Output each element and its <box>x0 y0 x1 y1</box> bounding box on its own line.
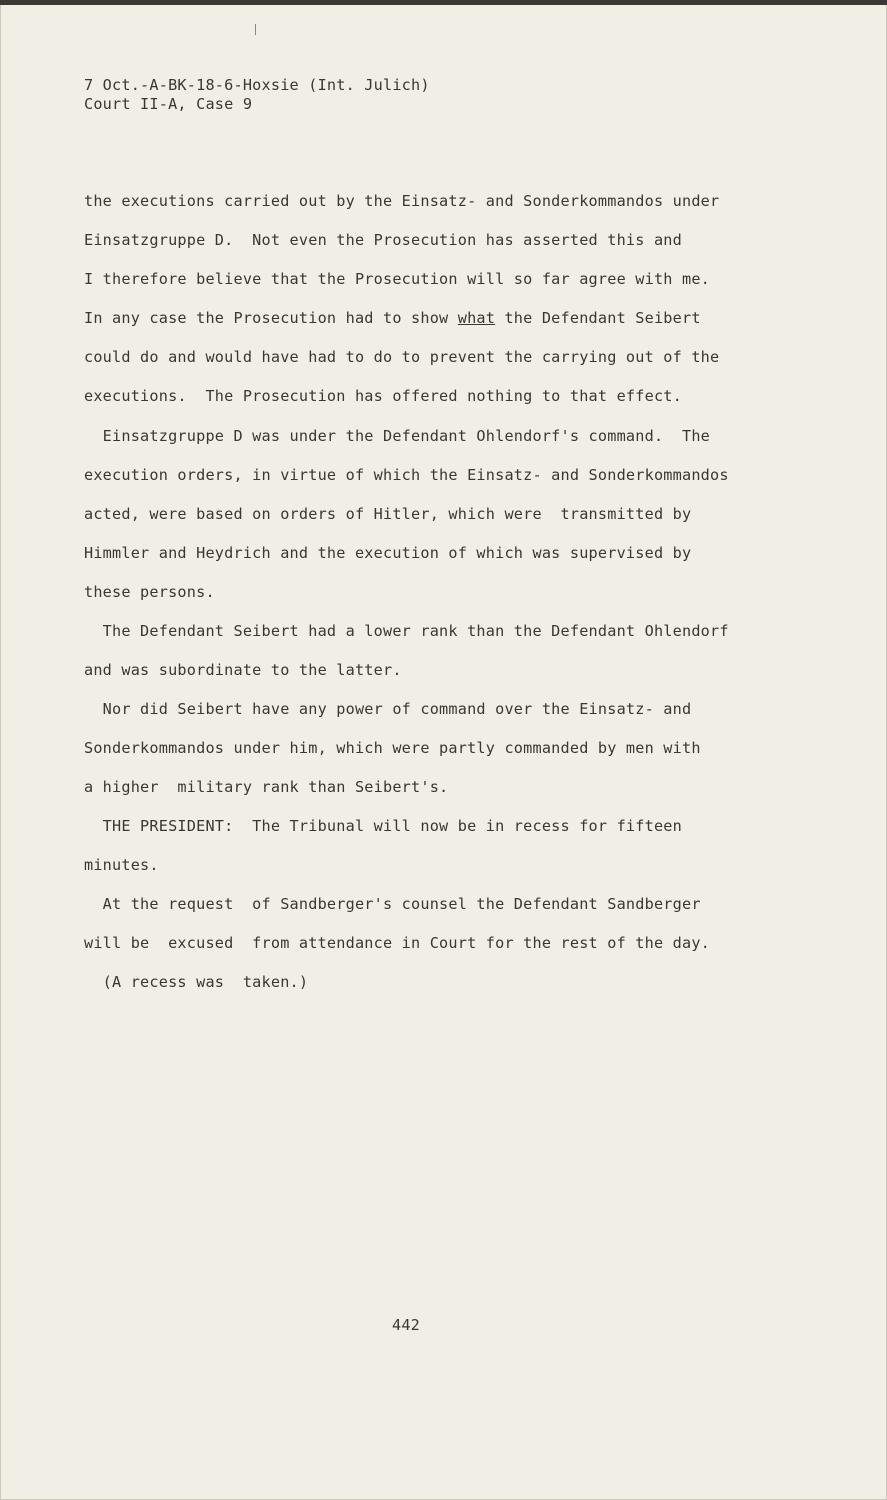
body-line: these persons. <box>84 583 215 601</box>
body-line: executions. The Prosecution has offered nothing to that effect. <box>84 387 682 405</box>
body-line: a higher military rank than Seibert's. <box>84 778 449 796</box>
scan-mark <box>255 24 256 35</box>
body-line: the executions carried out by the Einsatz- and Sonderkommandos under <box>84 192 720 210</box>
body-line: I therefore believe that the Prosecution will so far agree with me. <box>84 270 711 288</box>
body-line: and was subordinate to the latter. <box>84 661 402 679</box>
underlined-word: what <box>457 309 496 327</box>
scan-top-edge <box>0 0 887 5</box>
page-number: 442 <box>392 1316 421 1334</box>
header-line-2: Court II-A, Case 9 <box>84 95 253 113</box>
body-line: minutes. <box>84 856 159 874</box>
body-line <box>84 309 701 327</box>
body-line: acted, were based on orders of Hitler, which were transmitted by <box>84 505 692 523</box>
body-line: execution orders, in virtue of which the Einsatz- and Sonderkommandos <box>84 466 729 484</box>
body-line: Einsatzgruppe D. Not even the Prosecution has asserted this and <box>84 231 682 249</box>
body-line: (A recess was taken.) <box>84 973 309 991</box>
body-line: Sonderkommandos under him, which were partly commanded by men with <box>84 739 701 757</box>
body-line: Einsatzgruppe D was under the Defendant Ohlendorf's command. The <box>84 427 711 445</box>
body-line: Nor did Seibert have any power of command over the Einsatz- and <box>84 700 692 718</box>
body-line: could do and would have had to do to prevent the carrying out of the <box>84 348 720 366</box>
body-line: will be excused from attendance in Court for the rest of the day. <box>84 934 711 952</box>
body-line: THE PRESIDENT: The Tribunal will now be in recess for fifteen <box>84 817 682 835</box>
body-text: the Defendant Seibert <box>495 309 701 327</box>
body-text: In any case the Prosecution had to show <box>84 309 458 327</box>
body-line: The Defendant Seibert had a lower rank than the Defendant Ohlendorf <box>84 622 729 640</box>
body-line: Himmler and Heydrich and the execution of which was supervised by <box>84 544 692 562</box>
header-line-1: 7 Oct.-A-BK-18-6-Hoxsie (Int. Julich) <box>84 76 430 94</box>
body-line: At the request of Sandberger's counsel the Defendant Sandberger <box>84 895 701 913</box>
